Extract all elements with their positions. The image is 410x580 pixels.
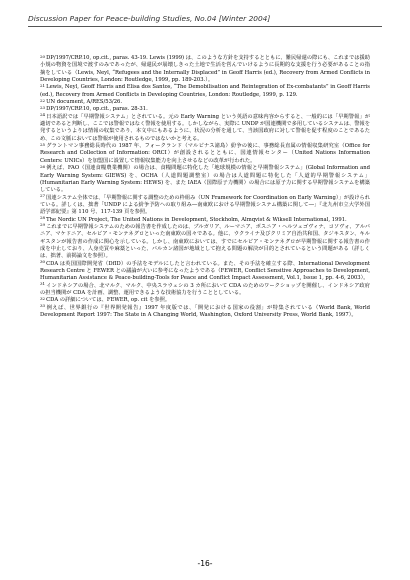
page-number: -16- xyxy=(197,559,213,568)
footnote-25: $^{25}$グラントマン事務総長時代の 1987 年、フォークランド（マルビナス諸島）紛争の後に、事務総長直属の情報収集研究室（Office for Research and Collection of Information: ORCI）が創設されるとともに、国連情報センター（United Nations Information Centers: UNICs）を加盟国に設置して情報収集能力を向上させるなどの改革が行われた。 xyxy=(40,141,370,164)
footnotes-section xyxy=(40,55,370,319)
header-rule xyxy=(28,26,382,27)
footnote-33: $^{33}$例えば、世界銀行の『世界開発報告』1997 年度版では、「開発における国家の役割」が特集されている（World Bank, World Development Report 1997: The State in A Changing World, Washington, Oxford University Press, World Bank, 1997）。 xyxy=(40,303,370,319)
footnote-27: $^{27}$国連システム全体では、「早期警報に関する調整のための枠組み（UN Framework for Coordination on Early Warning）」が設けられている。詳しくは、拙著「UNDP による紛争予防への取り組み―南東欧における早期警報システム構築に関して―」『北九州市立大学外国語学部紀要』第 110 号、117-139 頁を参照。 xyxy=(40,193,370,216)
footnote-29: $^{29}$これまでに早期警報システムのための報告書を作成したのは、ブルガリア、ルーマニア、ボスニア・ヘルツェゴヴィナ、コソヴォ、アルバニア、マケドニア、セルビア・モンテネグロといった南東欧の国々である。他に、ウクライナ及びクリミア自治共和国、タジキスタン、キルギスタンが報告書の作成に関心を示している。しかし、南東欧においては、すでにセルビア・モンテネグロが早期警報に関する報告書の作成を中止しており、人身売買や麻薬といった、バルカン諸国が地域として抱える問題の解決が目的とされているという問題がある（詳しくは、拙著、前掲論文を参照）。 xyxy=(40,222,370,260)
footnote-32: $^{32}$CDA の詳細については、FEWER, op. cit を参照。 xyxy=(40,295,171,304)
footnote-30: $^{30}$CDA は英国国際開発省（DfID）の手法をモデルにしたと言われている。また、その手法を確立する際、International Development Research Centre と FEWER との議論が大いに参考になったようである（FEWER, Conflict Sensitive Approaches to Development, Humanitarian Assistance & Peace-building-Tools for Peace and Conflict Impact Assessment, Vol.1, Issue 1, pp. 4-6, 2003）。 xyxy=(40,259,370,282)
footnote-20: $^{20}$DP/1997/CRP.10, op.cit., paras. 43-19. Lewis (1999) は、このような方針を支持するとともに、難民帰還の際にも、これまでは援助小規の物資を国境で渡すのみであったが、帰還民が崩壊しきった土地で生活を営んでいけるように長期的な支援を行う必要があることの指摘をしている（Lewis, Neyl, “Refugees and the Internally Displaced” in Geoff Harris (ed.), Recovery from Armed Conflicts in Developing Countries, London: Routledge, 1999, pp. 189-203.）。 xyxy=(40,53,370,84)
footnote-21: $^{21}$Lewis, Neyl, Geoff Harris and Elisa dos Santos, “The Demobilisation and Reintegration of Ex-combatants” in Geoff Harris (ed.), Recovery from Armed Conflicts in Developing Countries, London: Routledge, 1999, p. 129. xyxy=(40,82,370,98)
running-header: Discussion Paper for Peace-building Studies, No.04 [Winter 2004] xyxy=(28,14,271,23)
footnote-31: $^{31}$インドネシアの場合、北マルク、マルク、中央スラウェシの 3 カ所において CDA のためのワークショップを開催し、インドネシア政府の担当機関が CDA を計画、調整、運用できるような技術協力を行うこととしている。 xyxy=(40,281,370,296)
footnote-24: $^{24}$日本語訳では「早期警報システム」とされている。元の Early Warning という英語の意味内容からすると、一般的には「早期警報」が適切であると判断し、ここでは警報ではなく警報を使用する。しかしながら、実際に UNDP が国連機関で多用しているシステムは、警報を発するというよりは情報の収集であり、本文中にもあるように、状況の分析を通して、当該国政府に対して警報を促す程度のことであるため、この文脈においては警報が使用されるものではないかと考える。 xyxy=(40,112,370,142)
footnote-22: $^{22}$UN document, A/RES/53/26. xyxy=(40,97,123,106)
footnote-23: $^{23}$DP/1997/CRP.10, op.cit., paras. 28-31. xyxy=(40,104,148,113)
footnote-26: $^{26}$例えば、FAO（国連食糧農業機関）の場合は、食糧問題に特化した「地球規模の情報と早期警報システム」(Global Information and Early Warning System: GIEWS) を、OCHA（人道問題調整室）の場合は人道問題に特化した「人道的早期警報システム」(Humanitarian Early Warning System: HEWS) を、また IAEA（国際原子力機関）の場合には原子力に関する早期警報システムを構築している。 xyxy=(40,163,370,194)
footnote-28: $^{28}$The Nordic UN Project, The United Nations in Development, Stockholm, Almqvist & Wiksell International, 1991. xyxy=(40,215,347,223)
